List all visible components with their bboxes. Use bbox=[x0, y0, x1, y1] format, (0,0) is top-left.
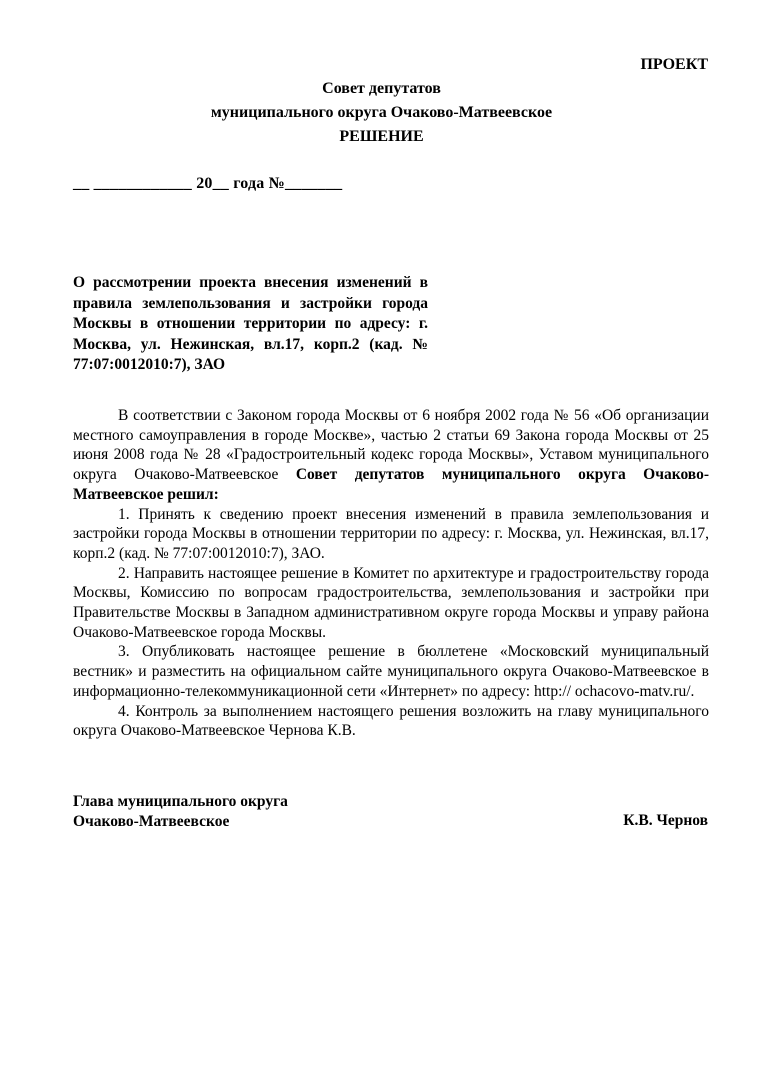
signatory-title-line1: Глава муниципального округа bbox=[73, 793, 288, 810]
district-name: муниципального округа Очаково-Матвеевское bbox=[210, 104, 553, 121]
document-type: РЕШЕНИЕ bbox=[339, 128, 424, 145]
signatory-name: К.В. Чернов bbox=[623, 812, 708, 829]
date-number-line: __ ____________ 20__ года №_______ bbox=[73, 175, 343, 192]
decision-subject: О рассмотрении проекта внесения изменений в правила землепользования и застройки города Москвы в отношении территории по адресу: г. Москва, ул. Нежинская, вл.17, корп.2 (кад. № 77:07:0012010:7), ЗАО bbox=[73, 274, 428, 373]
item-2: 2. Направить настоящее решение в Комитет по архитектуре и градостроительству города Москвы, Комиссию по вопросам градостроительства, землепользования и застройки при Правительстве Москвы в Западном административном округе города Москвы и управу района Очаково-Матвеевское города Москвы. bbox=[73, 564, 709, 641]
item-4: 4. Контроль за выполнением настоящего решения возложить на главу муниципального округа Очаково-Матвеевское Чернова К.В. bbox=[73, 702, 709, 740]
signatory-title bbox=[73, 792, 288, 832]
preamble-paragraph bbox=[73, 406, 709, 505]
signatory-title-line2: Очаково-Матвеевское bbox=[73, 813, 230, 830]
item-3: 3. Опубликовать настоящее решение в бюллетене «Московский муниципальный вестник» и разместить на официальном сайте муниципального округа Очаково-Матвеевское в информационно-телекоммуникационной сети «Интернет» по адресу: http:// ochacovo-matv.ru/. bbox=[73, 643, 709, 700]
draft-stamp: ПРОЕКТ bbox=[640, 56, 708, 73]
item-1: 1. Принять к сведению проект внесения изменений в правила землепользования и застройки города Москвы в отношении территории по адресу: г. Москва, ул. Нежинская, вл.17, корп.2 (кад. № 77:07:0012010:7), ЗАО. bbox=[73, 505, 709, 562]
preamble-resolution: Совет депутатов муниципального округа Очаково-Матвеевское решил: bbox=[73, 466, 709, 503]
preamble-text: В соответствии с Законом города Москвы от 6 ноября 2002 года № 56 «Об организации местного самоуправления в городе Москве», частью 2 статьи 69 Закона города Москвы от 25 июня 2008 года № 28 «Градостроительный кодекс города Москвы», Уставом муниципального округа Очаково-Матвеевское bbox=[73, 407, 709, 484]
decision-body bbox=[73, 406, 709, 741]
council-name: Совет депутатов bbox=[322, 80, 441, 97]
